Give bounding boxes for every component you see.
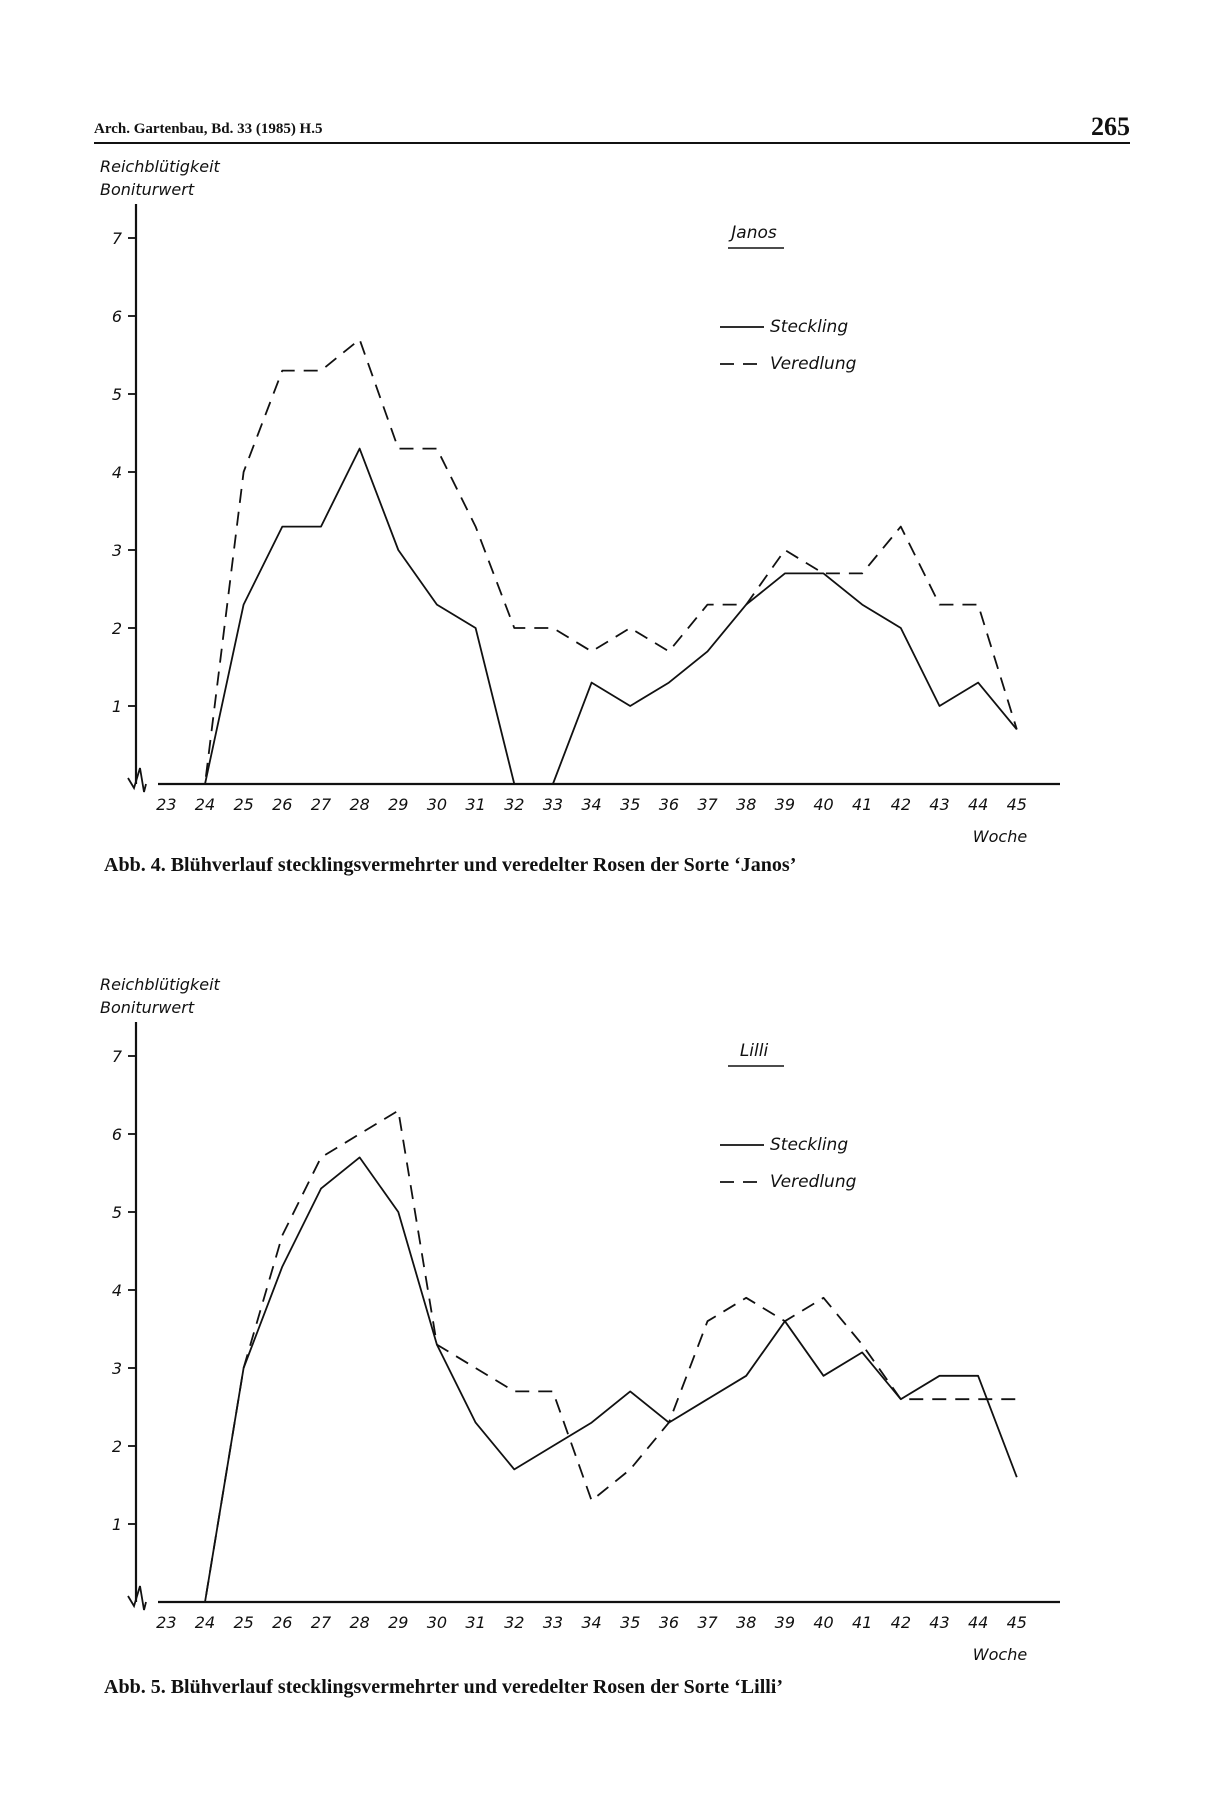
y-tick-label: 1 (111, 697, 122, 716)
y-tick-label: 5 (111, 1203, 122, 1222)
journal-citation: Arch. Gartenbau, Bd. 33 (1985) H.5 (94, 121, 323, 137)
x-tick-label: 28 (349, 1613, 370, 1632)
x-tick-label: 24 (194, 795, 216, 814)
x-tick-label: 29 (388, 1613, 409, 1632)
x-tick-label: 37 (697, 795, 718, 814)
y-tick-label: 4 (111, 463, 122, 482)
figure-caption-lilli: Abb. 5. Blühverlauf stecklingsvermehrter und veredelter Rosen der Sorte ‘Lilli’ (104, 1676, 784, 1698)
y-tick-label: 6 (111, 1125, 122, 1144)
y-axis-label-line1: Reichblütigkeit (100, 157, 220, 176)
x-tick-label: 25 (233, 1613, 254, 1632)
x-axis-label: Woche (972, 827, 1028, 846)
x-tick-label: 39 (774, 1613, 796, 1632)
x-tick-label: 28 (349, 795, 370, 814)
x-tick-label: 23 (156, 1613, 177, 1632)
x-tick-label: 36 (658, 795, 680, 814)
x-tick-label: 32 (504, 795, 525, 814)
x-tick-label: 36 (658, 1613, 680, 1632)
y-axis-label-line1: Reichblütigkeit (100, 975, 220, 994)
y-tick-label: 4 (111, 1281, 122, 1300)
y-tick-label: 3 (111, 1359, 122, 1378)
x-tick-label: 26 (272, 1613, 293, 1632)
x-tick-label: 38 (736, 795, 757, 814)
chart-title: Lilli (739, 1041, 769, 1061)
x-tick-label: 34 (581, 1613, 602, 1632)
x-tick-label: 42 (890, 795, 912, 814)
x-tick-label: 37 (697, 1613, 718, 1632)
x-tick-label: 45 (1006, 1613, 1027, 1632)
x-tick-label: 27 (310, 795, 332, 814)
y-axis-label-line2: Boniturwert (100, 180, 195, 199)
legend-label-veredlung: Veredlung (770, 354, 857, 374)
y-tick-label: 3 (111, 541, 122, 560)
x-tick-label: 25 (233, 795, 254, 814)
x-tick-label: 43 (929, 795, 950, 814)
y-tick-label: 1 (111, 1515, 122, 1534)
y-tick-label: 2 (111, 619, 122, 638)
figure-lilli (0, 968, 1221, 1688)
x-tick-label: 31 (465, 795, 486, 814)
x-tick-label: 33 (542, 1613, 564, 1632)
y-tick-label: 7 (111, 1047, 122, 1066)
x-tick-label: 41 (851, 1613, 873, 1632)
chart-title: Janos (731, 223, 777, 243)
running-header (94, 108, 1130, 144)
x-tick-label: 32 (504, 1613, 525, 1632)
x-tick-label: 35 (620, 1613, 641, 1632)
x-tick-label: 33 (542, 795, 564, 814)
x-tick-label: 34 (581, 795, 602, 814)
x-tick-label: 26 (272, 795, 293, 814)
series-line-steckling (166, 1157, 1017, 1602)
series-line-steckling (166, 449, 1017, 784)
x-tick-label: 43 (929, 1613, 950, 1632)
x-axis-label: Woche (972, 1645, 1028, 1664)
x-tick-label: 29 (388, 795, 409, 814)
series-line-veredlung (166, 1111, 1017, 1602)
x-tick-label: 23 (156, 795, 177, 814)
x-tick-label: 35 (620, 795, 641, 814)
series-line-veredlung (166, 339, 1017, 784)
x-tick-label: 40 (813, 1613, 834, 1632)
x-tick-label: 24 (194, 1613, 216, 1632)
figure-caption-janos: Abb. 4. Blühverlauf stecklingsvermehrter und veredelter Rosen der Sorte ‘Janos’ (104, 854, 797, 876)
x-tick-label: 30 (426, 1613, 448, 1632)
page-number: 265 (1091, 112, 1130, 141)
x-tick-label: 40 (813, 795, 834, 814)
x-tick-label: 31 (465, 1613, 486, 1632)
legend-label-veredlung: Veredlung (770, 1172, 857, 1192)
legend-label-steckling: Steckling (770, 317, 849, 337)
y-axis-label-line2: Boniturwert (100, 998, 195, 1017)
figure-janos (0, 150, 1221, 870)
x-tick-label: 27 (310, 1613, 332, 1632)
chart-lilli (0, 968, 1221, 1688)
x-tick-label: 38 (736, 1613, 757, 1632)
y-tick-label: 2 (111, 1437, 122, 1456)
x-tick-label: 39 (774, 795, 796, 814)
x-tick-label: 44 (967, 1613, 989, 1632)
x-tick-label: 30 (426, 795, 448, 814)
chart-janos (0, 150, 1221, 870)
x-tick-label: 44 (967, 795, 989, 814)
x-tick-label: 42 (890, 1613, 912, 1632)
y-tick-label: 7 (111, 229, 122, 248)
legend-label-steckling: Steckling (770, 1135, 849, 1155)
y-tick-label: 5 (111, 385, 122, 404)
x-tick-label: 41 (851, 795, 873, 814)
x-tick-label: 45 (1006, 795, 1027, 814)
y-tick-label: 6 (111, 307, 122, 326)
